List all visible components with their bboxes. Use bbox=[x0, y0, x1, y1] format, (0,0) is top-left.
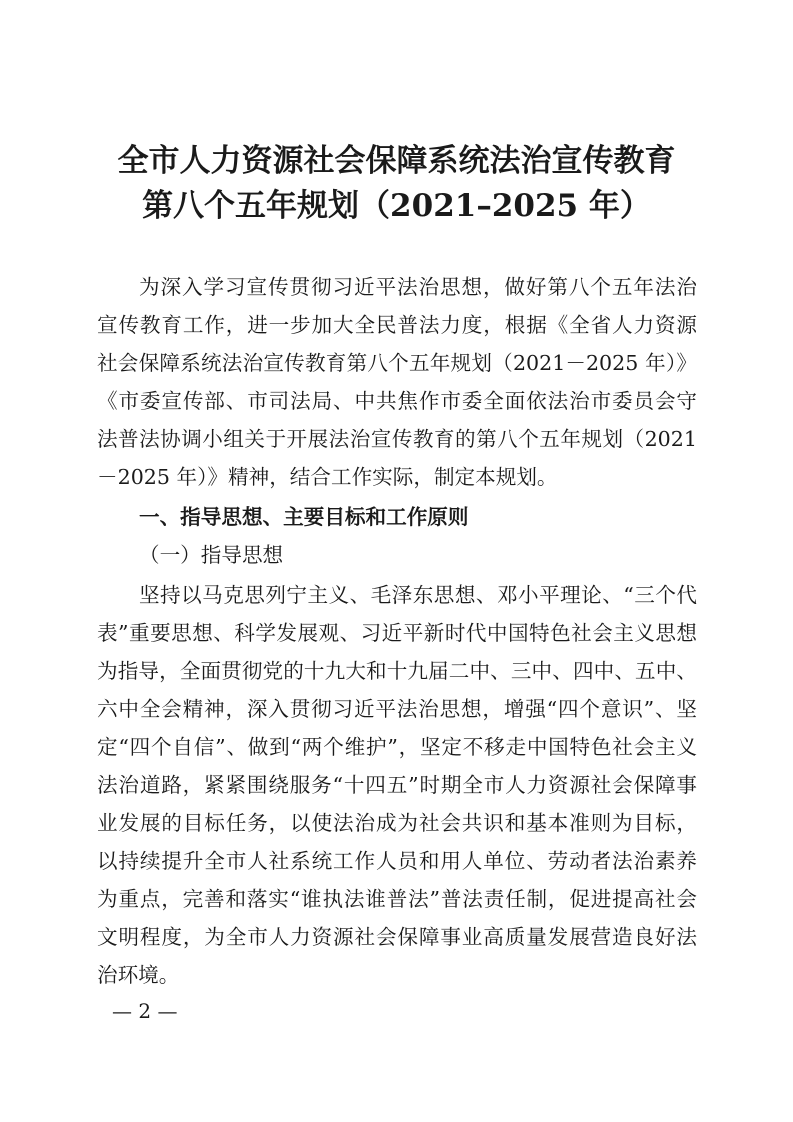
body-line: 为重点，完善和落实“谁执法谁普法”普法责任制，促进提高社会 bbox=[97, 887, 697, 911]
body-line: 以持续提升全市人社系统工作人员和用人单位、劳动者法治素养 bbox=[97, 849, 697, 873]
intro-line: －2025 年）》精神，结合工作实际，制定本规划。 bbox=[97, 465, 558, 489]
intro-line: 社会保障系统法治宣传教育第八个五年规划（2021－2025 年）》 bbox=[97, 351, 697, 375]
intro-line: 为深入学习宣传贯彻习近平法治思想，做好第八个五年法治 bbox=[139, 275, 697, 299]
body-line: 定“四个自信”、做到“两个维护”，坚定不移走中国特色社会主义 bbox=[97, 735, 697, 759]
body-line: 文明程度，为全市人力资源社会保障事业高质量发展营造良好法 bbox=[97, 925, 697, 949]
body-line: 坚持以马克思列宁主义、毛泽东思想、邓小平理论、“三个代 bbox=[139, 583, 697, 607]
document-title-line-1: 全市人力资源社会保障系统法治宣传教育 bbox=[117, 143, 676, 179]
body-line: 六中全会精神，深入贯彻习近平法治思想，增强“四个意识”、坚 bbox=[97, 697, 697, 721]
intro-line: 宣传教育工作，进一步加大全民普法力度，根据《全省人力资源 bbox=[97, 313, 697, 337]
body-line: 业发展的目标任务，以使法治成为社会共识和基本准则为目标， bbox=[97, 811, 697, 835]
body-line: 治环境。 bbox=[97, 963, 180, 987]
body-line: 法治道路，紧紧围绕服务“十四五”时期全市人力资源社会保障事 bbox=[97, 773, 697, 797]
document-title-line-2: 第八个五年规划（2021–2025 年） bbox=[142, 188, 651, 224]
body-line: 表”重要思想、科学发展观、习近平新时代中国特色社会主义思想 bbox=[97, 621, 697, 645]
body-line: 为指导，全面贯彻党的十九大和十九届二中、三中、四中、五中、 bbox=[97, 659, 697, 683]
intro-line: 《市委宣传部、市司法局、中共焦作市委全面依法治市委员会守 bbox=[97, 389, 697, 413]
page-number: — 2 — bbox=[112, 999, 178, 1023]
section-heading: 一、指导思想、主要目标和工作原则 bbox=[139, 505, 469, 529]
subsection-heading: （一）指导思想 bbox=[139, 543, 284, 567]
intro-line: 法普法协调小组关于开展法治宣传教育的第八个五年规划（2021 bbox=[97, 427, 697, 451]
